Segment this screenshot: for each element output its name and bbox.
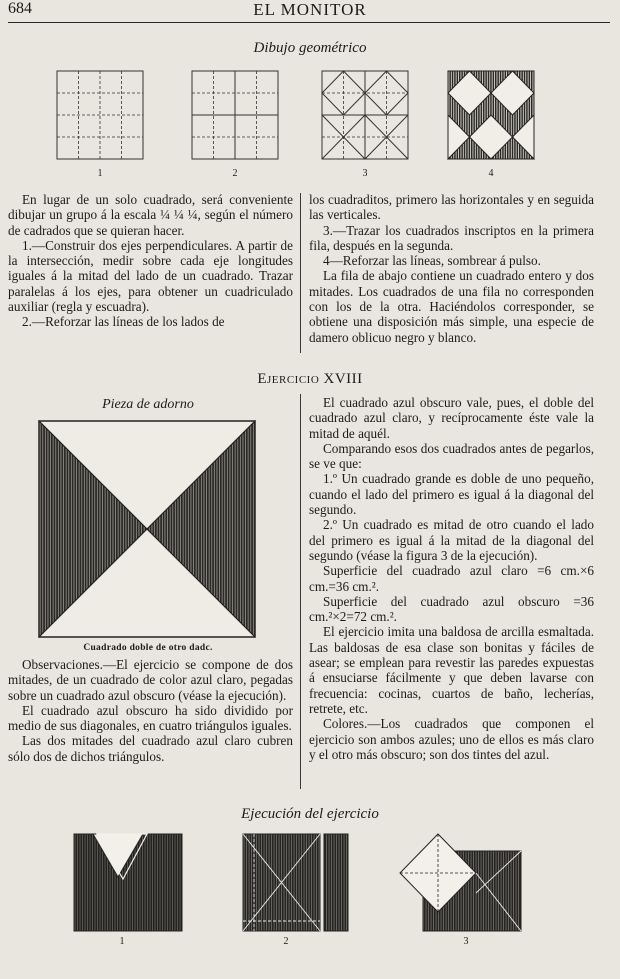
execution-figure-2 bbox=[242, 833, 352, 933]
paragraph: Superficie del cuadrado azul obscuro =36 cm.²×2=72 cm.². bbox=[309, 593, 594, 625]
paragraph: El cuadrado azul obscuro vale, pues, el doble del cuadrado azul claro, y recíprocamente éste vale la mitad de aquél. bbox=[309, 395, 594, 441]
paragraph: los cuadraditos, primero las horizontales y en seguida las verticales. bbox=[309, 192, 594, 223]
paragraph: Las dos mitades del cuadrado azul claro cubren sólo dos de dichos triángulos. bbox=[8, 733, 293, 764]
geometry-figure-2 bbox=[191, 70, 281, 162]
execution-label-3: 3 bbox=[463, 936, 469, 947]
figure-label-1: 1 bbox=[97, 168, 103, 179]
paragraph: 2.º Un cuadrado es mitad de otro cuando el lado del primero es igual á la mitad de la diagonal del segundo (véase la figura 3 de la ejecución). bbox=[309, 517, 594, 563]
section1-right-column bbox=[309, 192, 594, 345]
paragraph: La fila de abajo contiene un cuadrado entero y dos mitades. Los cuadrados de una fila no corresponden con los de la otra. Haciéndolos corresponder, se obtiene una disposición más simple, una especie de damero oblicuo negro y blanco. bbox=[309, 268, 594, 345]
section-title: Dibujo geométrico bbox=[253, 40, 367, 56]
geometry-figure-4 bbox=[447, 70, 537, 162]
paragraph: Observaciones.—El ejercicio se compone de dos mitades, de un cuadrado de color azul claro, pegadas sobre un cuadrado azul obscuro (véase la ejecución). bbox=[8, 657, 293, 703]
figure-caption: Cuadrado doble de otro dadc. bbox=[83, 643, 213, 653]
header-rule bbox=[8, 22, 610, 23]
paragraph: 4—Reforzar las líneas, sombrear á pulso. bbox=[323, 253, 541, 269]
figure-label-4: 4 bbox=[488, 168, 494, 179]
paragraph: 3.—Trazar los cuadrados inscriptos en la primera fila, después en la segunda. bbox=[309, 222, 594, 253]
column-divider bbox=[300, 394, 301, 789]
execution-label-1: 1 bbox=[119, 936, 125, 947]
execution-title: Ejecución del ejercicio bbox=[241, 806, 379, 822]
figure-label-2: 2 bbox=[232, 168, 238, 179]
column-divider bbox=[300, 193, 301, 353]
paragraph: En lugar de un solo cuadrado, será conveniente dibujar un grupo á la escala ¼ ¼ ¼, según el número de cadrados que se quieran hacer. bbox=[8, 192, 293, 238]
paragraph: Superficie del cuadrado azul claro =6 cm.×6 cm.=36 cm.². bbox=[309, 563, 594, 594]
execution-figure-3 bbox=[399, 833, 525, 933]
section1-left-column bbox=[8, 192, 293, 330]
paragraph: 1.º Un cuadrado grande es doble de uno pequeño, cuando el lado del primero es igual á la diagonal del segundo. bbox=[309, 471, 594, 518]
paragraph: El ejercicio imita una baldosa de arcilla esmaltada. Las baldosas de esa clase son bonitas y fáciles de asear; se emplean para revestir las paredes expuestas á ensuciarse fácilmente y que deben lavarse con frecuencia: cocinas, cuartos de baño, lecherías, retrete, etc. bbox=[309, 624, 594, 716]
paragraph: Colores.—Los cuadrados que componen el ejercicio son ambos azules; uno de ellos es más claro y el otro más obscuro; son dos tintes del azul. bbox=[309, 716, 594, 762]
paragraph: El cuadrado azul obscuro ha sido dividido por medio de sus diagonales, en cuatro triángulos iguales. bbox=[8, 702, 293, 734]
page-number: 684 bbox=[8, 0, 32, 17]
ornament-piece-figure bbox=[38, 420, 258, 640]
paragraph: 1.—Construir dos ejes perpendiculares. A partir de la intersección, medir sobre cada eje longitudes iguales á la mitad del lado de un cuadrado. Trazar paralelas á los ejes, para obtener un cuadriculado auxiliar (regla y escuadra). bbox=[8, 237, 293, 315]
exercise-right-column bbox=[309, 395, 594, 762]
execution-label-2: 2 bbox=[283, 936, 289, 947]
figure-label-3: 3 bbox=[362, 168, 368, 179]
piece-title: Pieza de adorno bbox=[102, 397, 194, 412]
execution-figure-1 bbox=[73, 833, 185, 933]
geometry-figure-1 bbox=[56, 70, 146, 162]
paragraph: 2.—Reforzar las líneas de los lados de bbox=[22, 314, 225, 330]
exercise-title: Ejercicio XVIII bbox=[257, 371, 363, 387]
exercise-left-column bbox=[8, 657, 293, 764]
geometry-figure-3 bbox=[321, 70, 411, 162]
paragraph: Comparando esos dos cuadrados antes de pegarlos, se ve que: bbox=[309, 440, 594, 472]
running-title: EL MONITOR bbox=[253, 0, 367, 19]
